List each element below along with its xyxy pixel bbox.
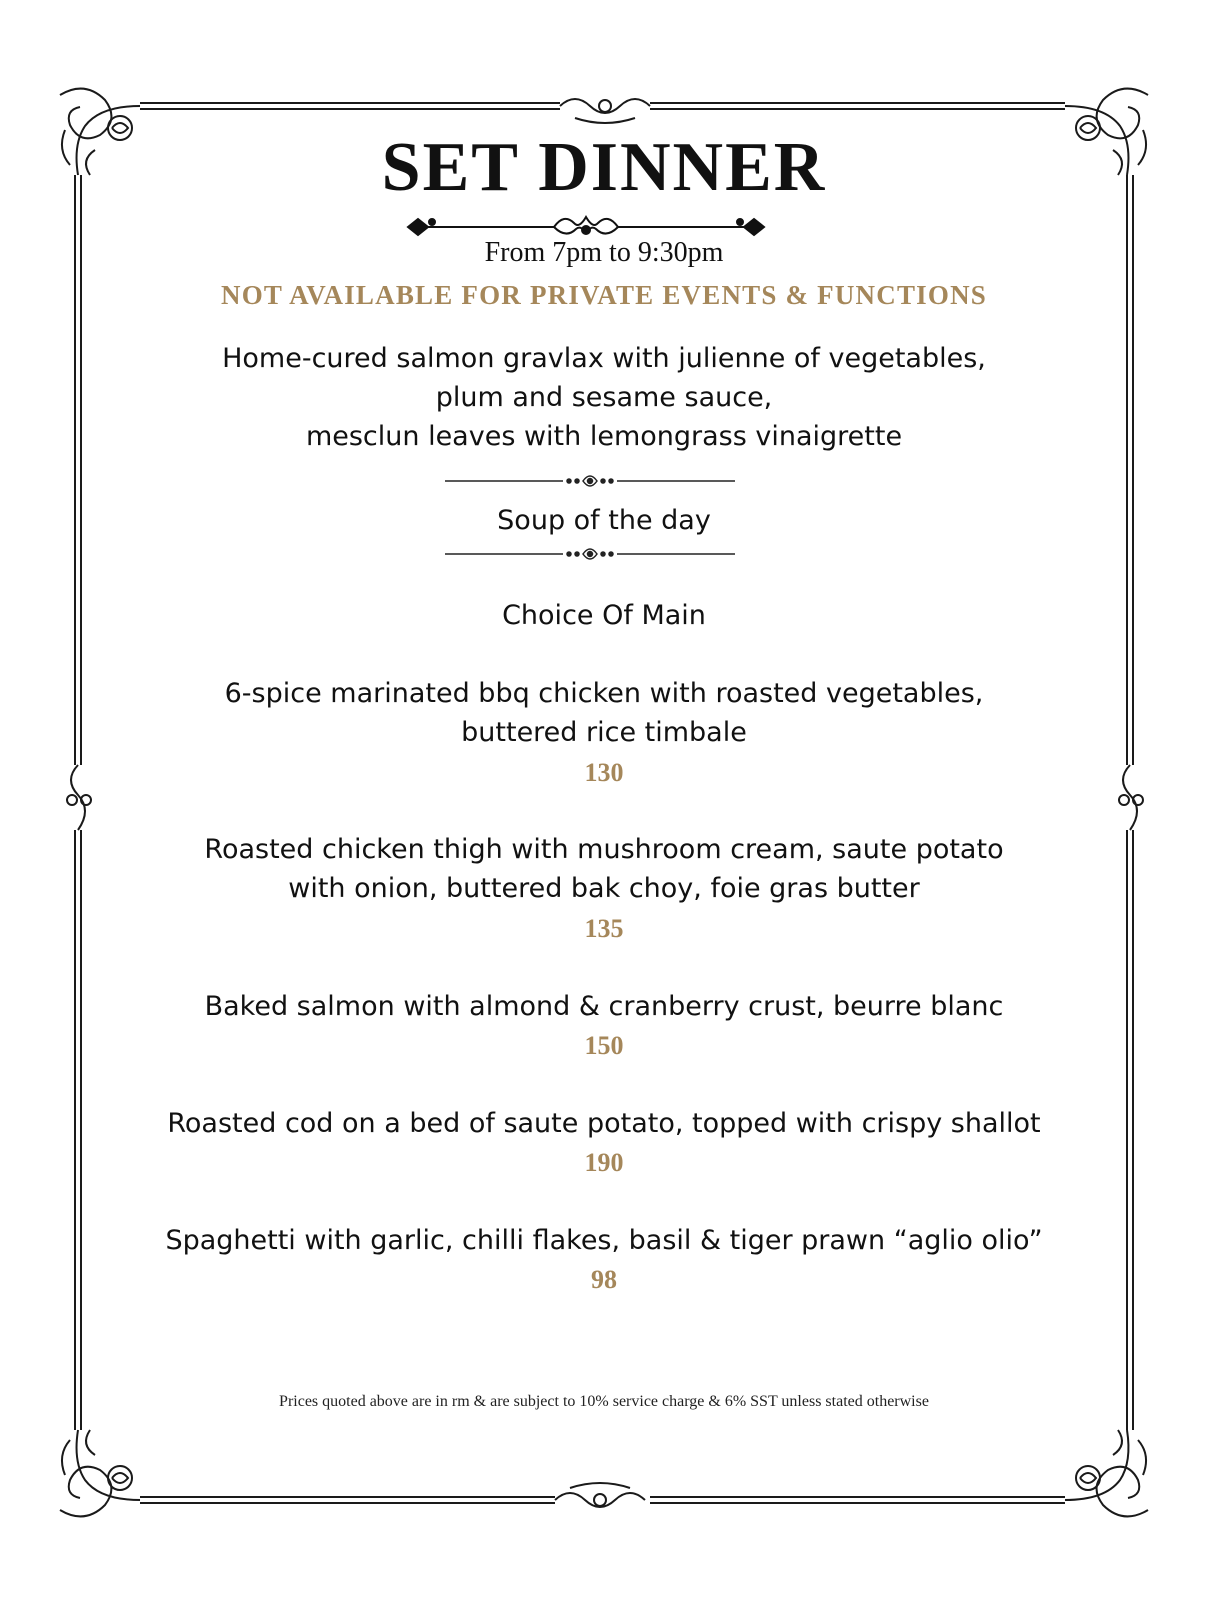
starter-line: mesclun leaves with lemongrass vinaigrette [305,421,903,452]
section-divider [445,471,735,491]
main-item-price: 98 [591,1265,617,1294]
main-item-line: buttered rice timbale [461,717,747,748]
section-divider [445,544,735,564]
main-item-line: Baked salmon with almond & cranberry crust, beurre blanc [204,991,1004,1022]
main-item-description [0,1104,1208,1143]
main-item-price: 130 [584,758,624,787]
main-item-line: with onion, buttered bak choy, foie gras butter [288,873,920,904]
main-item-line: Roasted chicken thigh with mushroom cream, saute potato [204,834,1004,865]
mains-heading-text: Choice Of Main [502,600,706,631]
main-item-description [0,987,1208,1026]
starter-line: plum and sesame sauce, [435,382,773,413]
main-item-line: Spaghetti with garlic, chilli flakes, basil & tiger prawn “aglio olio” [165,1225,1043,1256]
main-item-description [0,674,1208,752]
starter-line: Home-cured salmon gravlax with julienne of vegetables, [222,343,986,374]
service-hours: From 7pm to 9:30pm [484,237,724,268]
main-item-line: 6-spice marinated bbq chicken with roasted vegetables, [224,678,984,709]
soup-label: Soup of the day [497,505,711,536]
availability-notice: NOT AVAILABLE FOR PRIVATE EVENTS & FUNCTIONS [221,280,987,310]
page-title: SET DINNER [381,129,827,206]
main-item-price: 150 [584,1031,624,1060]
mains-heading [0,596,1208,635]
starter-description [0,339,1208,456]
main-item-price: 135 [584,914,624,943]
soup-course [0,501,1208,540]
main-item-price: 190 [584,1148,624,1177]
pricing-footnote: Prices quoted above are in rm & are subject to 10% service charge & 6% SST unless stated otherwise [279,1393,929,1410]
main-item-line: Roasted cod on a bed of saute potato, topped with crispy shallot [167,1108,1041,1139]
main-item-description [0,1221,1208,1260]
main-item-description [0,830,1208,908]
